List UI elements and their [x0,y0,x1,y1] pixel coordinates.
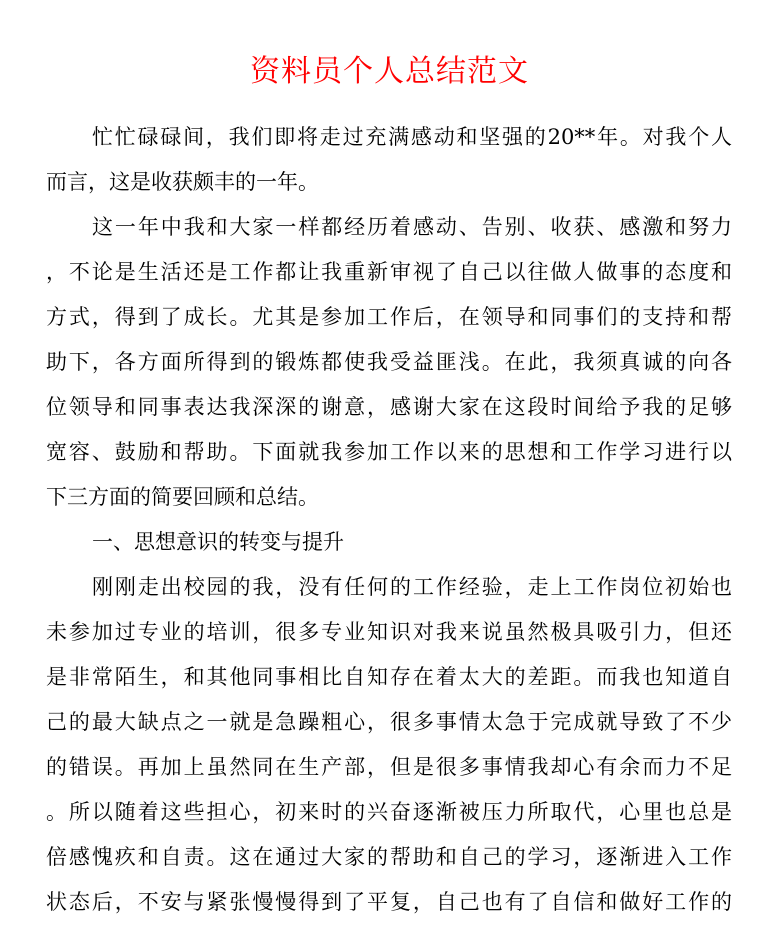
paragraph-line: 忙忙碌碌间，我们即将走过充满感动和坚强的20**年。对我个人 [92,125,732,149]
paragraph-line: 位领导和同事表达我深深的谢意，感谢大家在这段时间给予我的足够 [46,395,732,419]
document-body [46,115,732,925]
paragraph-line: 。所以随着这些担心，初来时的兴奋逐渐被压力所取代，心里也总是 [46,800,732,824]
paragraph-line: 的错误。再加上虽然同在生产部，但是很多事情我却心有余而力不足 [46,755,732,779]
paragraph-line: 这一年中我和大家一样都经历着感动、告别、收获、感激和努力 [92,215,732,239]
paragraph-line: 而言，这是收获颇丰的一年。 [46,170,319,194]
paragraph-line: 状态后，不安与紧张慢慢得到了平复，自己也有了自信和做好工作的 [46,890,732,914]
paragraph-line: ，不论是生活还是工作都让我重新审视了自己以往做人做事的态度和 [46,260,732,284]
paragraph-line: 倍感愧疚和自责。这在通过大家的帮助和自己的学习，逐渐进入工作 [46,845,732,869]
document-title: 资料员个人总结范文 [250,54,529,89]
section-heading: 一、思想意识的转变与提升 [92,530,344,554]
paragraph-line: 下三方面的简要回顾和总结。 [46,485,319,509]
paragraph-line: 宽容、鼓励和帮助。下面就我参加工作以来的思想和工作学习进行以 [46,440,732,464]
paragraph-line: 方式，得到了成长。尤其是参加工作后，在领导和同事们的支持和帮 [46,305,732,329]
paragraph-line: 助下，各方面所得到的锻炼都使我受益匪浅。在此，我须真诚的向各 [46,350,732,374]
paragraph-line: 己的最大缺点之一就是急躁粗心，很多事情太急于完成就导致了不少 [46,710,732,734]
paragraph-line: 是非常陌生，和其他同事相比自知存在着太大的差距。而我也知道自 [46,665,732,689]
paragraph-line: 未参加过专业的培训，很多专业知识对我来说虽然极具吸引力，但还 [46,620,732,644]
paragraph-line: 刚刚走出校园的我，没有任何的工作经验，走上工作岗位初始也 [92,575,732,599]
